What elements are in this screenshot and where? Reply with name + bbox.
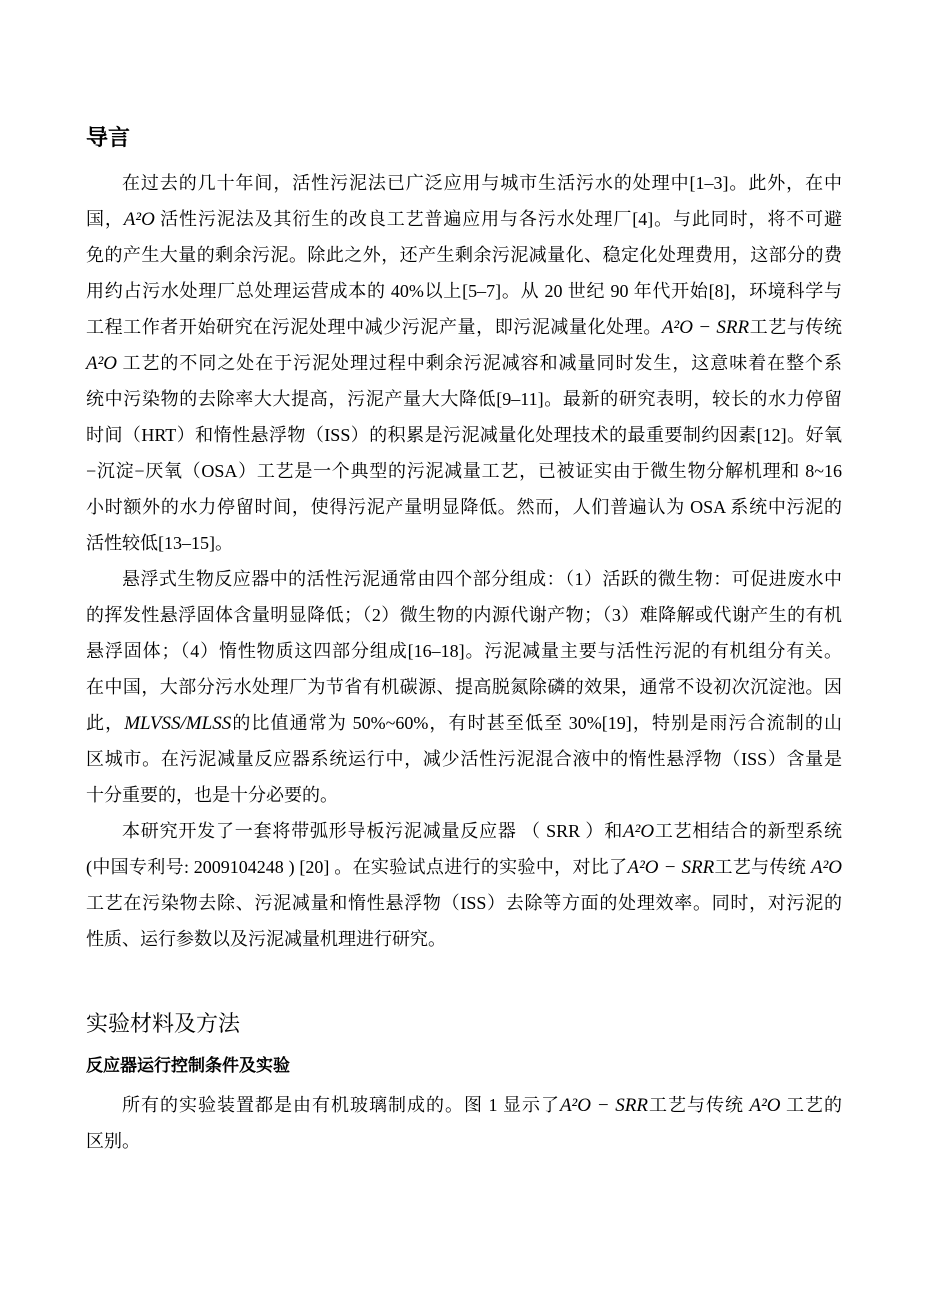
text-run: 本研究开发了一套将带弧形导板污泥减量反应器 （ SRR ）和 (122, 821, 624, 841)
text-line (86, 525, 842, 561)
text-line (86, 417, 842, 453)
text-run: 悬浮式生物反应器中的活性污泥通常由四个部分组成：（1）活跃的微生物：可促进废水中 (122, 569, 842, 589)
math-expression: A²O − SRR (627, 857, 715, 878)
text-line (86, 597, 842, 633)
text-run: 用约占污水处理厂总处理运营成本的 40%以上[5–7]。从 20 世纪 90 年代开始[8]，环境科学与 (86, 281, 842, 301)
math-expression: A²O (86, 353, 118, 374)
paragraph (86, 813, 842, 957)
text-line (86, 885, 842, 921)
text-run: −沉淀−厌氧（OSA）工艺是一个典型的污泥减量工艺，已被证实由于微生物分解机理和 8~16 (86, 461, 842, 481)
text-run: 在中国，大部分污水处理厂为节省有机碳源、提高脱氮除磷的效果，通常不设初次沉淀池。因 (86, 677, 842, 697)
text-run: 十分重要的，也是十分必要的。 (86, 785, 338, 805)
math-expression: A²O (810, 857, 843, 878)
math-expression: A²O (749, 1095, 781, 1116)
math-expression: MLVSS/MLSS (124, 713, 232, 734)
text-line (86, 201, 842, 237)
math-expression: A²O − SRR (661, 317, 750, 338)
text-run: 区城市。在污泥减量反应器系统运行中，减少活性污泥混合液中的惰性悬浮物（ISS）含量是 (86, 749, 842, 769)
paragraph (86, 1087, 842, 1159)
text-run: 的比值通常为 50%~60%，有时甚至低至 30%[19]，特别是雨污合流制的山 (231, 713, 843, 733)
text-run: 工艺与传统 (648, 1095, 750, 1115)
text-line (86, 561, 842, 597)
text-run: 工艺与传统 (714, 857, 811, 877)
text-run: 时间（HRT）和惰性悬浮物（ISS）的积累是污泥减量化处理技术的最重要制约因素[12]。好氧 (86, 425, 842, 445)
text-run: 活性较低[13–15]。 (86, 533, 233, 553)
paragraph (86, 165, 842, 561)
text-line (86, 741, 842, 777)
text-run: 工艺在污染物去除、污泥减量和惰性悬浮物（ISS）去除等方面的处理效率。同时，对污泥的 (86, 893, 842, 913)
math-expression: A²O − SRR (559, 1095, 648, 1116)
paragraph (86, 561, 842, 813)
text-run: 在过去的几十年间，活性污泥法已广泛应用与城市生活污水的处理中[1–3]。此外，在中 (122, 173, 842, 193)
intro-body (86, 165, 842, 957)
text-line (86, 309, 842, 345)
methods-body (86, 1087, 842, 1159)
text-run: 工艺的 (780, 1095, 843, 1115)
text-line (86, 237, 842, 273)
text-line (86, 705, 842, 741)
text-run: 工艺相结合的新型系统 (654, 821, 843, 841)
text-run: 所有的实验装置都是由有机玻璃制成的。图 1 显示了 (122, 1095, 560, 1115)
text-line (86, 849, 842, 885)
text-line (86, 777, 842, 813)
text-run: 区别。 (86, 1131, 140, 1151)
text-run: 活性污泥法及其衍生的改良工艺普遍应用与各污水处理厂[4]。与此同时，将不可避 (154, 209, 842, 229)
text-line (86, 633, 842, 669)
methods-heading: 实验材料及方法 (86, 1011, 241, 1036)
text-line (86, 669, 842, 705)
text-run: 性质、运行参数以及污泥减量机理进行研究。 (86, 929, 446, 949)
reactor-subheading: 反应器运行控制条件及实验 (86, 1056, 290, 1075)
text-line (86, 165, 842, 201)
text-line (86, 381, 842, 417)
text-line (86, 453, 842, 489)
text-run: 此， (86, 713, 125, 733)
text-run: (中国专利号: 2009104248 ) [20] 。在实验试点进行的实验中，对比了 (86, 857, 628, 877)
intro-heading: 导言 (86, 125, 131, 150)
text-run: 国， (86, 209, 124, 229)
text-run: 工艺的不同之处在于污泥处理过程中剩余污泥减容和减量同时发生，这意味着在整个系 (117, 353, 842, 373)
math-expression: A²O (623, 821, 655, 842)
math-expression: A²O (123, 209, 155, 230)
text-line (86, 273, 842, 309)
text-line (86, 921, 842, 957)
text-run: 小时额外的水力停留时间，使得污泥产量明显降低。然而，人们普遍认为 OSA 系统中污泥的 (86, 497, 842, 517)
text-run: 工程工作者开始研究在污泥处理中减少污泥产量，即污泥减量化处理。 (86, 317, 662, 337)
text-run: 统中污染物的去除率大大提高，污泥产量大大降低[9–11]。最新的研究表明，较长的水力停留 (86, 389, 842, 409)
text-line (86, 1087, 842, 1123)
text-run: 免的产生大量的剩余污泥。除此之外，还产生剩余污泥减量化、稳定化处理费用，这部分的费 (86, 245, 842, 265)
text-line (86, 813, 842, 849)
text-run: 悬浮固体；（4）惰性物质这四部分组成[16–18]。污泥减量主要与活性污泥的有机组分有关。 (86, 641, 842, 661)
text-run: 工艺与传统 (749, 317, 843, 337)
text-line (86, 345, 842, 381)
text-line (86, 489, 842, 525)
text-line (86, 1123, 842, 1159)
text-run: 的挥发性悬浮固体含量明显降低；（2）微生物的内源代谢产物；（3）难降解或代谢产生的有机 (86, 605, 842, 625)
